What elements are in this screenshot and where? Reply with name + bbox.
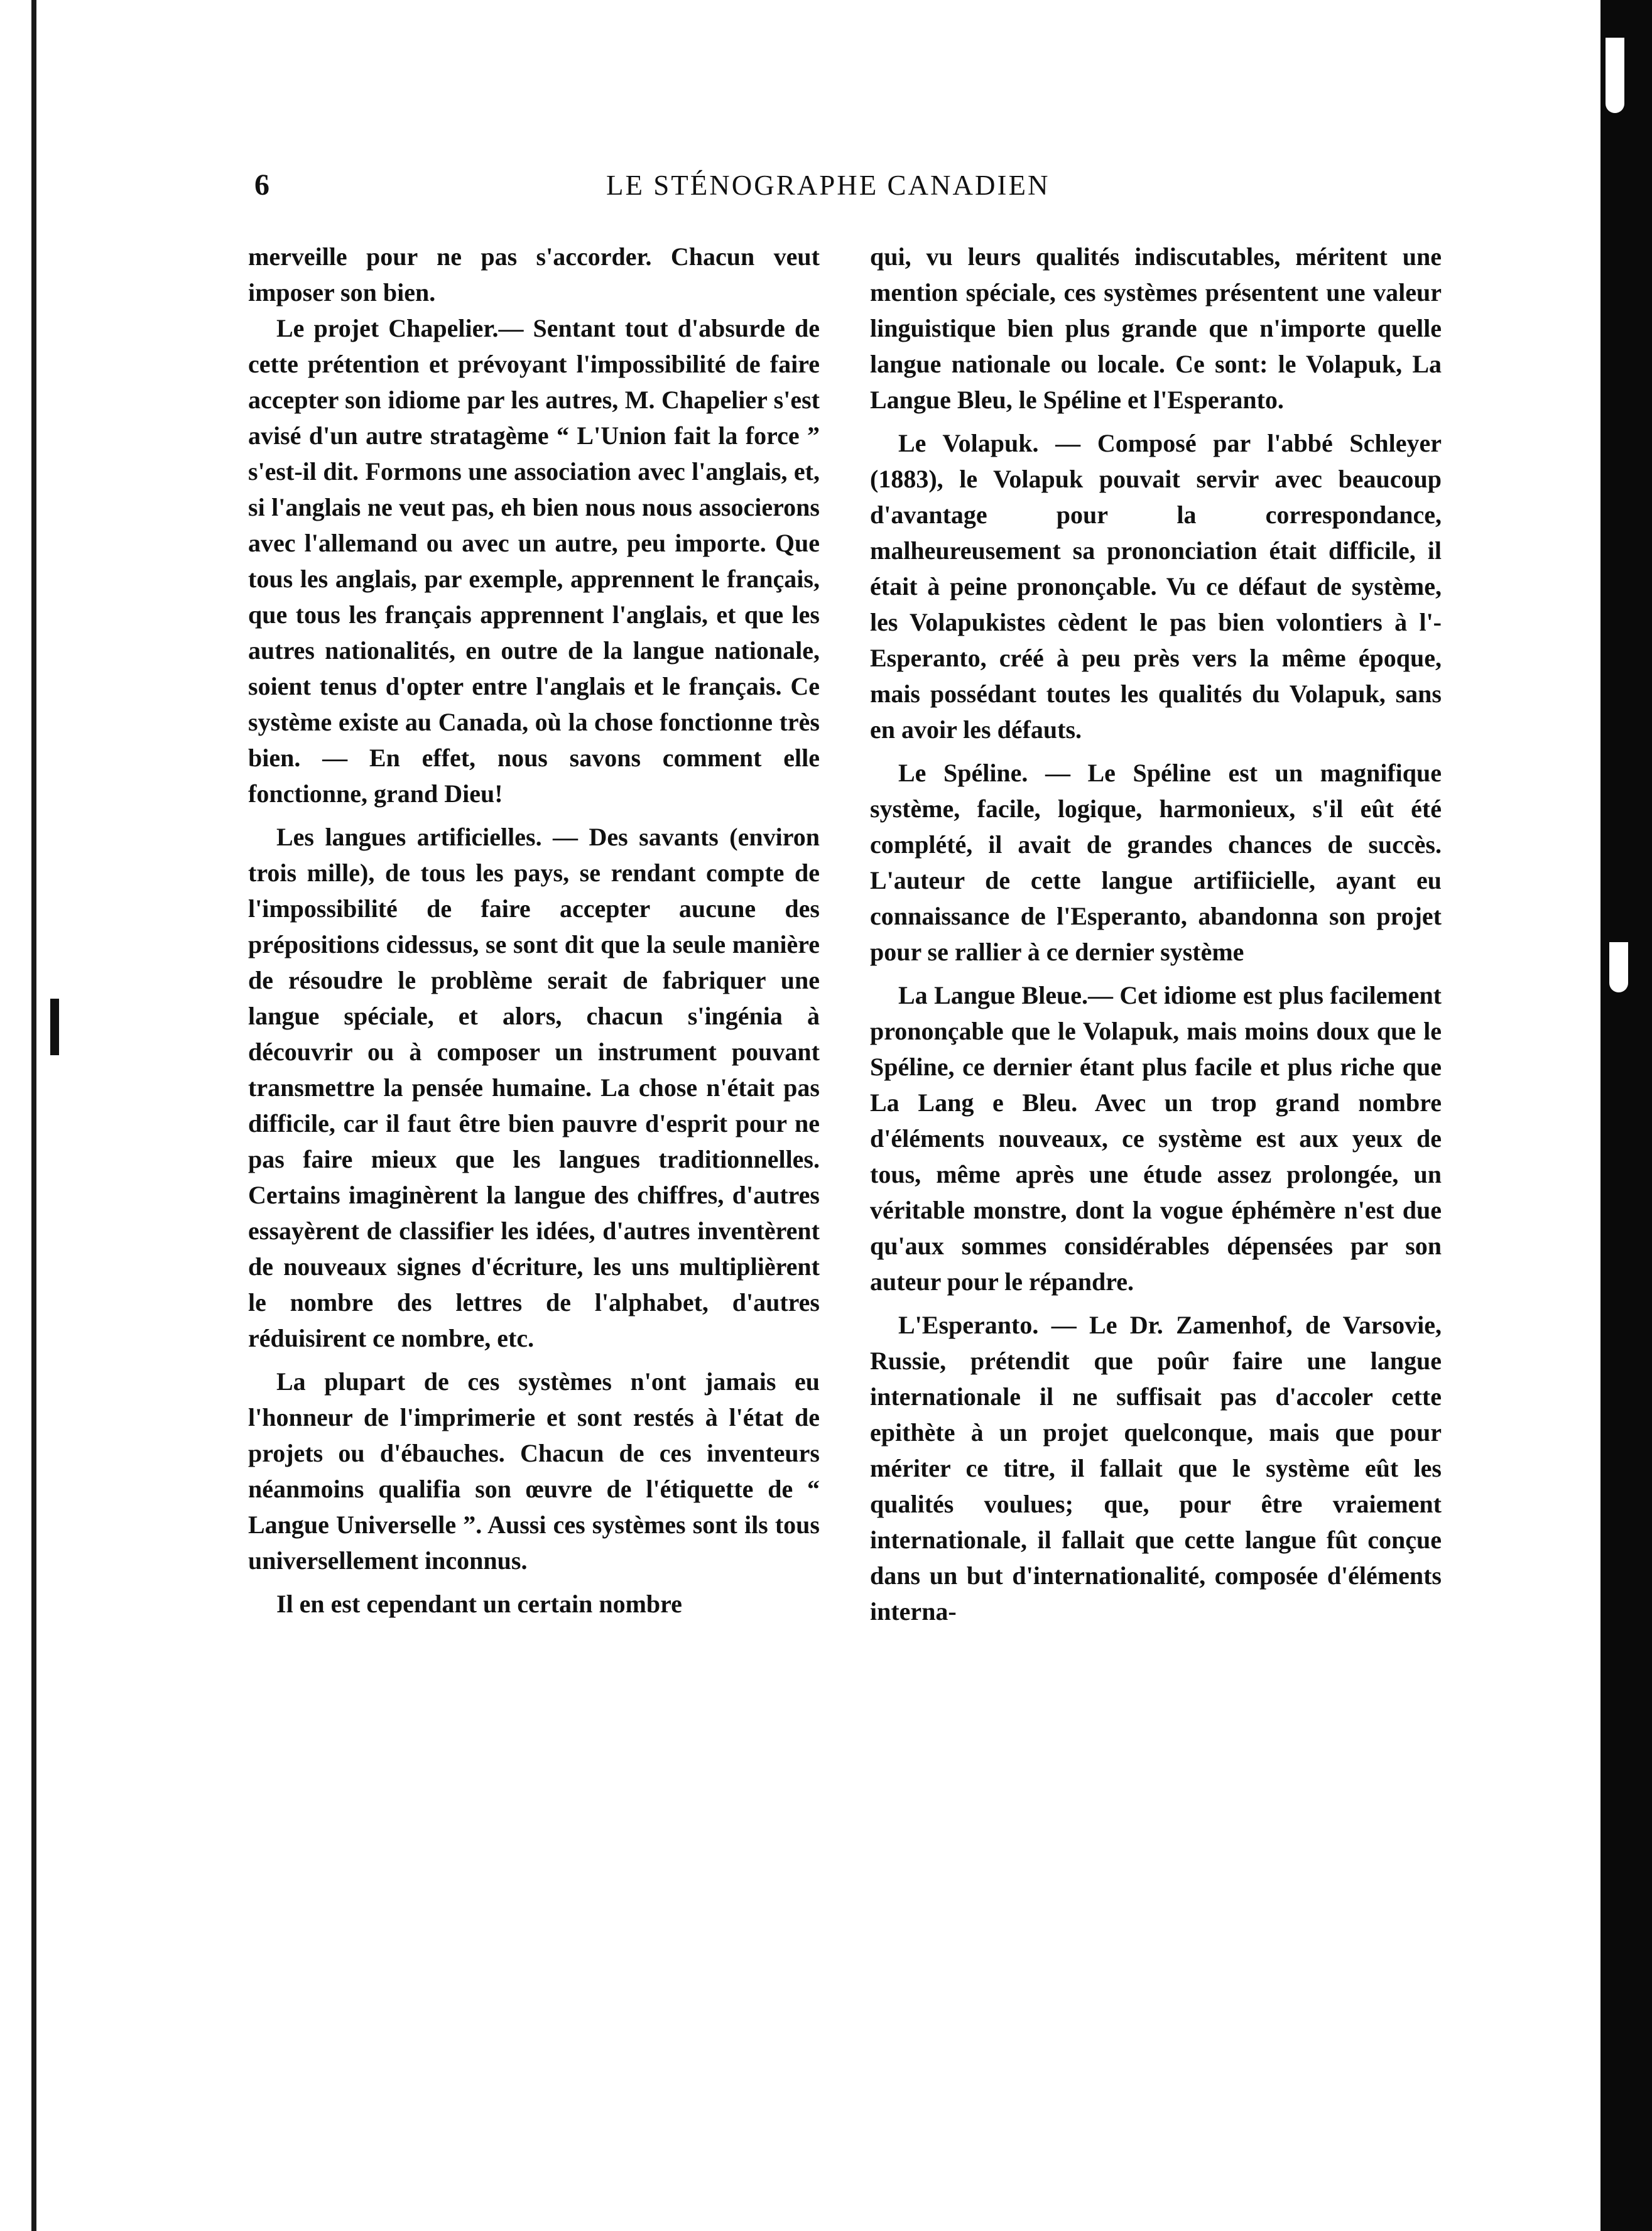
paragraph-text: — Composé par l'abbé Schleyer (1883), le Volapuk pouvait servir avec beaucoup d'avantage pour la correspondance, malheureusement sa prononciation était difficile, il était à peine prononçable. Vu ce défaut de système, les Volapukistes cèdent le pas bien volontiers à l'-Esperanto, créé à peu près vers la même époque, mais possédant toutes les qualités du Volapuk, sans en avoir les défauts. (870, 429, 1442, 744)
paragraph-lead: Le Volapuk. (898, 429, 1039, 457)
paragraph (248, 1364, 820, 1578)
paragraph-lead: L'Esperanto. (898, 1311, 1039, 1339)
page-header (254, 166, 1467, 210)
page-number: 6 (254, 168, 269, 202)
binding-notch (1606, 38, 1624, 113)
right-binding-edge (1600, 0, 1652, 2231)
paragraph (248, 310, 820, 812)
paragraph (248, 239, 820, 310)
paragraph-text: — Des savants (environ trois mille), de tous les pays, se rendant compte de l'impossibilité de faire accepter aucune des prépositions cidessus, se sont dit que la seule manière de résoudre le problème serait de fabriquer une langue spéciale, et alors, chacun s'ingénia à découvrir ou à composer un instrument pouvant transmettre la pensée humaine. La chose n'était pas difficile, car il faut être bien pauvre d'esprit pour ne pas faire mieux que les langues traditionnelles. Certains imaginèrent la langue des chiffres, d'autres essayèrent de classifier les idées, d'autres inventèrent de nouveaux signes d'écriture, les uns multiplièrent le nombre des lettres de l'alphabet, d'autres réduisirent ce nombre, etc. (248, 823, 820, 1352)
paragraph-lead: Les langues artificielles. (276, 823, 542, 851)
paragraph (870, 425, 1442, 747)
paragraph-text: — Sentant tout d'absurde de cette prétention et prévoyant l'impossibilité de faire accepter son idiome par les autres, M. Chapelier s'est avisé d'un autre stratagème “ L'Union fait la force ” s'est-il dit. Formons une association avec l'anglais, et, si l'anglais ne veut pas, eh bien nous nous associerons avec l'allemand ou avec un autre, peu importe. Que tous les anglais, par exemple, apprennent le français, que tous les français apprennent l'anglais, et que les autres nationalités, en outre de la langue nationale, soient tenus d'opter entre l'anglais et le français. Ce système existe au Canada, où la chose fonctionne très bien. — En effet, nous savons comment elle fonctionne, grand Dieu! (248, 314, 820, 808)
paragraph (870, 977, 1442, 1300)
paragraph-text: La plupart de ces systèmes n'ont jamais eu l'honneur de l'imprimerie et sont restés à l'état de projets ou d'ébauches. Chacun de ces inventeurs néanmoins qualifia son œuvre de l'étiquette de “ Langue Universelle ”. Aussi ces systèmes sont ils tous universellement inconnus. (248, 1367, 820, 1575)
paragraph (248, 819, 820, 1356)
right-column (870, 239, 1442, 1629)
paragraph-text: Il en est cependant un certain nombre (276, 1590, 682, 1618)
paragraph-lead: Le projet Chapelier. (276, 314, 499, 342)
paragraph-text: — Le Dr. Zamenhof, de Varsovie, Russie, prétendit que poûr faire une langue internationale il ne suffisait pas d'accoler cette epithète à un projet quelconque, mais que pour mériter ce titre, il fallait que le système eût les qualités voulues; que, pour être vraiement internationale, il fallait que cette langue fût conçue dans un but d'internationalité, composée d'éléments interna- (870, 1311, 1442, 1626)
paragraph (248, 1586, 820, 1622)
paragraph-lead: La Langue Bleue. (898, 981, 1088, 1009)
paragraph-lead: Le Spéline. (898, 759, 1028, 787)
paragraph (870, 755, 1442, 970)
paragraph (870, 239, 1442, 418)
binding-notch (1609, 942, 1628, 992)
paragraph-text: merveille pour ne pas s'accorder. Chacun veut imposer son bien. (248, 242, 820, 307)
left-binding-shadow (31, 0, 36, 2231)
paragraph (870, 1307, 1442, 1629)
running-head: LE STÉNOGRAPHE CANADIEN (606, 170, 1050, 201)
paragraph-text: qui, vu leurs qualités indiscutables, méritent une mention spéciale, ces systèmes présentent une valeur linguistique bien plus grande que n'importe quelle langue nationale ou locale. Ce sont: le Volapuk, La Langue Bleu, le Spéline et l'Esperanto. (870, 242, 1442, 414)
left-column (248, 239, 820, 1622)
left-margin-mark (50, 999, 59, 1055)
paragraph-text: — Le Spéline est un magnifique système, facile, logique, harmonieux, s'il eût été complété, il avait de grandes chances de succès. L'auteur de cette langue artifiicielle, ayant eu connaissance de l'Esperanto, abandonna son projet pour se rallier à ce dernier système (870, 759, 1442, 966)
paragraph-text: — Cet idiome est plus facilement prononçable que le Volapuk, mais moins doux que le Spéline, ce dernier étant plus facile et plus riche que La Lang e Bleu. Avec un trop grand nombre d'éléments nouveaux, ce système est aux yeux de tous, même après une étude assez prolongée, un véritable monstre, dont la vogue éphémère n'est due qu'aux sommes considérables dépensées par son auteur pour le répandre. (870, 981, 1442, 1296)
